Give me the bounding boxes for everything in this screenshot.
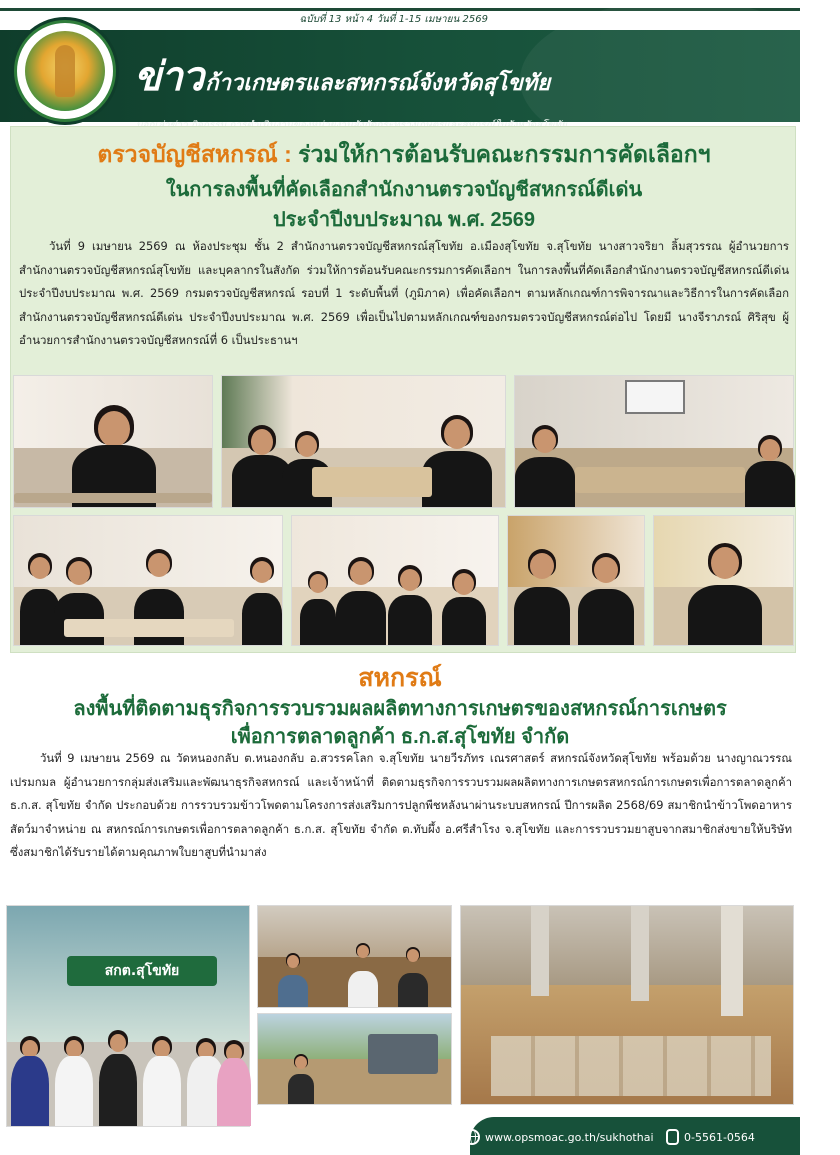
globe-icon: [464, 1129, 480, 1145]
masthead-title: [134, 44, 550, 108]
photo-staff-smiling: [653, 515, 794, 646]
article1-category: ตรวจบัญชีสหกรณ์ :: [97, 141, 292, 167]
issue-info: ฉบับที่ 13 หน้า 4 วันที่ 1-15 เมษายน 2569: [299, 14, 488, 25]
photo-staff-seated: [291, 515, 499, 646]
article2-title-line2: เพื่อการตลาดลูกค้า ธ.ก.ส.สุโขทัย จำกัด: [230, 726, 570, 748]
footer-phone: 0-5561-0564: [684, 1130, 755, 1144]
article1-title-line1: [11, 137, 797, 173]
article1-title-line3: ประจำปีงบประมาณ พ.ศ. 2569: [272, 209, 536, 231]
contact-footer: [470, 1117, 800, 1155]
article2-category: สหกรณ์: [358, 664, 442, 692]
photo-director-seated: [13, 375, 213, 508]
seal-emblem-icon: [25, 31, 105, 111]
photo-tobacco-warehouse: [460, 905, 794, 1105]
photo-committee-table: [13, 515, 283, 646]
masthead: [0, 30, 800, 122]
footer-website: www.opsmoac.go.th/sukhothai: [485, 1130, 654, 1144]
photo-meeting-room-wide: [514, 375, 794, 508]
article1-headline: ร่วมให้การต้อนรับคณะกรรมการคัดเลือกฯ: [298, 141, 711, 167]
article-audit-section: [10, 126, 796, 653]
footer-website-item[interactable]: [464, 1129, 654, 1145]
masthead-title-big: ข่าว: [134, 55, 204, 99]
photo-meeting-side-view: [221, 375, 506, 508]
article2-title-line1: ลงพื้นที่ติดตามธุรกิจการรวบรวมผลผลิตทางการเกษตรของสหกรณ์การเกษตร: [73, 698, 727, 720]
photo-group-at-coop-office: [6, 905, 250, 1127]
article2-body: วันที่ 9 เมษายน 2569 ณ วัดหนองกลับ ต.หนองกลับ อ.สวรรคโลก จ.สุโขทัย นายวีรภัทร เณรศาสตร์ สหกรณ์จังหวัดสุโขทัย พร้อมด้วย นางญาณวรรณ เปรมกมล ผู้อำนวยการกลุ่มส่งเสริมและพัฒนาธุรกิจสหกรณ์ และเจ้าหน้าที่ ติดตามธุรกิจการรวบรวมผลผลิตทางการเกษตรสหกรณ์การเกษตรเพื่อการตลาดลูกค้า ธ.ก.ส. สุโขทัย จำกัด ประกอบด้วย การรวบรวมข้าวโพดตามโครงการส่งเสริมการปลูกพืชหลังนาผ่านระบบสหกรณ์ ปีการผลิต 2568/69 สมาชิกนำข้าวโพดอาหารสัตว์มาจำหน่าย ณ สหกรณ์การเกษตรเพื่อการตลาดลูกค้า ธ.ก.ส. สุโขทัย จำกัด ต.ทับผึ้ง อ.ศรีสำโรง จ.สุโขทัย และการรวบรวมยาสูบจากสมาชิกส่งขายให้บริษัท ซึ่งสมาชิกได้รับรายได้ตามคุณภาพใบยาสูบที่นำมาส่ง: [10, 751, 792, 859]
coop-sign: สกต.สุโขทัย: [67, 956, 217, 986]
article1-body: วันที่ 9 เมษายน 2569 ณ ห้องประชุม ชั้น 2 สำนักงานตรวจบัญชีสหกรณ์สุโขทัย อ.เมืองสุโขทัย จ.สุโขทัย นางสาวจริยา ลิ้มสุวรรณ ผู้อำนวยการสำนักงานตรวจบัญชีสหกรณ์สุโขทัย และบุคลากรในสังกัด ร่วมให้การต้อนรับคณะกรรมการคัดเลือกฯ ในการลงพื้นที่คัดเลือกสำนักงานตรวจบัญชีสหกรณ์ดีเด่น ประจำปีงบประมาณ พ.ศ. 2569 กรมตรวจบัญชีสหกรณ์ รอบที่ 1 ระดับพื้นที่ (ภูมิภาค) เพื่อคัดเลือกฯ ตามหลักเกณฑ์การพิจารณาและวิธีการในการคัดเลือกสำนักงานตรวจบัญชีสหกรณ์ดีเด่น ประจำปีงบประมาณ พ.ศ. 2569 เพื่อเป็นไปตามหลักเกณฑ์ของกรมตรวจบัญชีสหกรณ์ต่อไป โดยมี นางจีราภรณ์ ศิริสุข ผู้อำนวยการสำนักงานตรวจบัญชีสหกรณ์ที่ 6 เป็นประธานฯ: [19, 239, 789, 347]
footer-phone-item[interactable]: [666, 1129, 755, 1145]
phone-icon: [666, 1129, 679, 1145]
photo-tobacco-inspection: [257, 905, 452, 1008]
provincial-seal-logo: [14, 20, 116, 122]
masthead-title-rest: ก้าวเกษตรและสหกรณ์จังหวัดสุโขทัย: [205, 70, 551, 95]
article1-title-line2: ในการลงพื้นที่คัดเลือกสำนักงานตรวจบัญชีสหกรณ์ดีเด่น: [165, 179, 643, 201]
photo-corn-unloading: [257, 1013, 452, 1105]
photo-staff-closeup: [507, 515, 645, 646]
